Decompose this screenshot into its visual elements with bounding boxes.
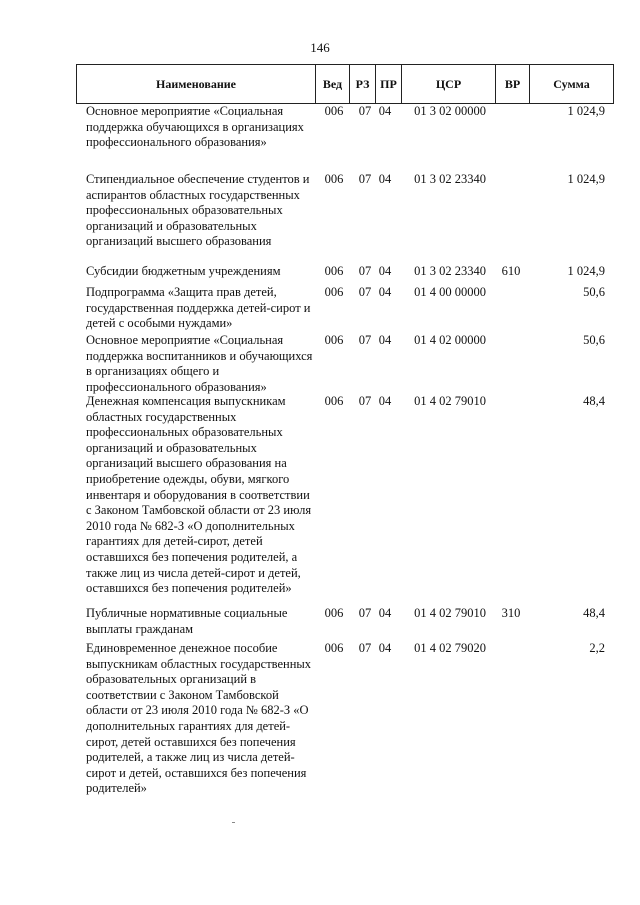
row-name: Основное мероприятие «Социальная поддержка воспитанников и обучающихся в организациях общего и профессионального образования» (86, 333, 313, 394)
row-sum: 1 024,9 (567, 172, 605, 186)
row-rz: 07 (358, 394, 372, 408)
row-ved: 006 (324, 641, 344, 655)
scan-artifact (232, 822, 235, 823)
header-csr: ЦСР (401, 65, 495, 103)
row-vr: 610 (501, 264, 521, 278)
table-header (76, 64, 614, 104)
row-rz: 07 (358, 333, 372, 347)
row-rz: 07 (358, 606, 372, 620)
row-csr: 01 3 02 23340 (414, 172, 486, 186)
row-pr: 04 (378, 606, 392, 620)
row-sum: 2,2 (589, 641, 605, 655)
row-name: Денежная компенсация выпускникам областных государственных профессиональных образовательных организаций и образовательных организаций высшего образования на приобретение одежды, обуви, мягкого инвентаря и оборудования в соответствии с Законом Тамбовской области от 23 июля 2010 года № 682-З «О дополнительных гарантиях для детей-сирот, детей оставшихся без попечения родителей, а также лиц из числа детей-сирот и детей, оставшихся без попечения родителей» (86, 394, 312, 596)
row-ved: 006 (324, 104, 344, 118)
row-name: Стипендиальное обеспечение студентов и аспирантов областных государственных профессиональных образовательных организаций и образовательных организаций высшего образования (86, 172, 310, 249)
header-vr: ВР (495, 65, 529, 103)
row-pr: 04 (378, 264, 392, 278)
row-sum: 48,4 (583, 394, 605, 408)
row-pr: 04 (378, 285, 392, 299)
row-ved: 006 (324, 333, 344, 347)
header-rz: РЗ (349, 65, 375, 103)
row-pr: 04 (378, 172, 392, 186)
row-sum: 50,6 (583, 285, 605, 299)
row-pr: 04 (378, 394, 392, 408)
row-rz: 07 (358, 104, 372, 118)
row-ved: 006 (324, 394, 344, 408)
header-sum: Сумма (529, 65, 613, 103)
row-vr: 310 (501, 606, 521, 620)
row-csr: 01 4 00 00000 (414, 285, 486, 299)
row-rz: 07 (358, 264, 372, 278)
row-name: Публичные нормативные социальные выплаты гражданам (86, 606, 288, 636)
row-csr: 01 4 02 79010 (414, 606, 486, 620)
row-csr: 01 4 02 79020 (414, 641, 486, 655)
header-pr: ПР (375, 65, 401, 103)
row-name: Основное мероприятие «Социальная поддержка обучающихся в организациях профессионального образования» (86, 104, 304, 150)
row-ved: 006 (324, 264, 344, 278)
page-number: 146 (310, 40, 330, 55)
row-csr: 01 3 02 00000 (414, 104, 486, 118)
row-pr: 04 (378, 641, 392, 655)
row-csr: 01 3 02 23340 (414, 264, 486, 278)
row-rz: 07 (358, 285, 372, 299)
row-sum: 1 024,9 (567, 104, 605, 118)
row-ved: 006 (324, 285, 344, 299)
row-csr: 01 4 02 00000 (414, 333, 486, 347)
row-rz: 07 (358, 172, 372, 186)
row-sum: 1 024,9 (567, 264, 605, 278)
row-rz: 07 (358, 641, 372, 655)
row-sum: 48,4 (583, 606, 605, 620)
row-name: Субсидии бюджетным учреждениям (86, 264, 281, 278)
row-ved: 006 (324, 172, 344, 186)
row-sum: 50,6 (583, 333, 605, 347)
row-name: Подпрограмма «Защита прав детей, государственная поддержка детей-сирот и детей с особыми нуждами» (86, 285, 311, 331)
row-name: Единовременное денежное пособие выпускникам областных государственных образовательных организаций в соответствии с Законом Тамбовской области от 23 июля 2010 года № 682-З «О дополнительных гарантиях для детей-сирот, детей оставшихся без попечения родителей, а также лиц из числа детей-сирот и детей, оставшихся без попечения родителей» (86, 641, 312, 796)
header-ved: Вед (315, 65, 349, 103)
header-name: Наименование (156, 77, 236, 91)
row-ved: 006 (324, 606, 344, 620)
row-pr: 04 (378, 104, 392, 118)
row-pr: 04 (378, 333, 392, 347)
row-csr: 01 4 02 79010 (414, 394, 486, 408)
